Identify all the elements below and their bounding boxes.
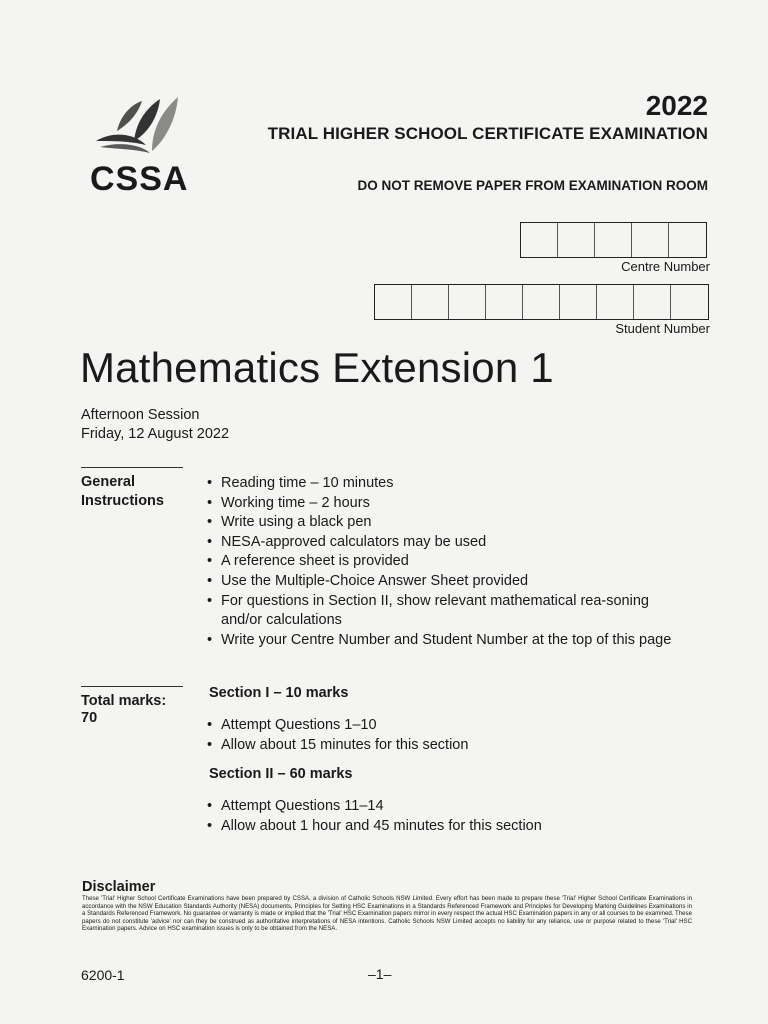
list-item: • A reference sheet is provided <box>205 552 675 572</box>
list-item: • Write using a black pen <box>205 513 675 533</box>
no-remove-notice: DO NOT REMOVE PAPER FROM EXAMINATION ROOM <box>357 178 708 193</box>
exam-year: 2022 <box>645 90 708 121</box>
centre-number-boxes[interactable] <box>520 222 707 258</box>
student-number-digit-box[interactable] <box>486 285 523 319</box>
section-2-title: Section II – 60 marks <box>209 766 353 782</box>
student-number-digit-box[interactable] <box>671 285 708 319</box>
list-item: • Attempt Questions 11–14 <box>205 796 675 816</box>
centre-number-digit-box[interactable] <box>595 223 632 257</box>
student-number-digit-box[interactable] <box>560 285 597 319</box>
list-item: • Working time – 2 hours <box>205 494 675 514</box>
list-item: • Allow about 1 hour and 45 minutes for this section <box>205 816 675 836</box>
centre-number-digit-box[interactable] <box>558 223 595 257</box>
student-number-label: Student Number <box>615 321 710 336</box>
list-item: • Use the Multiple-Choice Answer Sheet provided <box>205 572 675 592</box>
cssa-logo-text: CSSA <box>90 160 189 198</box>
list-item: • NESA-approved calculators may be used <box>205 533 675 553</box>
general-instructions-list <box>205 474 675 650</box>
section-1-list <box>205 715 675 755</box>
student-number-boxes[interactable] <box>374 284 709 320</box>
list-item: • Attempt Questions 1–10 <box>205 715 675 735</box>
total-marks-label: Total marks: <box>81 693 167 709</box>
paper-code: 6200-1 <box>81 967 125 983</box>
list-item: • For questions in Section II, show relevant mathematical rea-soning and/or calculations <box>205 592 675 631</box>
list-item: • Allow about 15 minutes for this section <box>205 735 675 755</box>
exam-date: Friday, 12 August 2022 <box>81 426 230 442</box>
student-number-digit-box[interactable] <box>375 285 412 319</box>
centre-number-digit-box[interactable] <box>632 223 669 257</box>
subject-title: Mathematics Extension 1 <box>80 344 554 391</box>
list-item: • Reading time – 10 minutes <box>205 474 675 494</box>
student-number-digit-box[interactable] <box>634 285 671 319</box>
student-number-digit-box[interactable] <box>523 285 560 319</box>
section-2-list <box>205 796 675 836</box>
section-1-title: Section I – 10 marks <box>209 685 349 701</box>
centre-number-digit-box[interactable] <box>669 223 706 257</box>
student-number-digit-box[interactable] <box>449 285 486 319</box>
general-instructions-label: General Instructions <box>81 474 164 509</box>
divider <box>81 686 183 687</box>
student-number-digit-box[interactable] <box>597 285 634 319</box>
total-marks-value: 70 <box>81 710 98 726</box>
divider <box>81 467 183 468</box>
session-text: Afternoon Session <box>81 407 200 423</box>
student-number-digit-box[interactable] <box>412 285 449 319</box>
disclaimer-title: Disclaimer <box>82 879 156 895</box>
list-item: • Write your Centre Number and Student Number at the top of this page <box>205 631 675 651</box>
exam-title: TRIAL HIGHER SCHOOL CERTIFICATE EXAMINATION <box>267 124 708 143</box>
disclaimer-text: These 'Trial' Higher School Certificate Examinations have been prepared by CSSA, a division of Catholic Schools NSW Limited. Every effort has been made to prepare these 'Trial' Higher School Certificate Examinations in accordance with the NSW Education Standards Authority (NESA) documents, Principles for Setting HSC Examinations in a Standards Referenced Framework and Principles for Developing Marking Guidelines Examinations in a Standards Referenced Framework. No guarantee or warranty is made or implied that the 'Trial' HSC Examination papers mirror in every respect the actual HSC Examination papers in any or all courses to be examined. These papers do not constitute 'advice' nor can they be construed as authoritative interpretations of NESA intentions. Catholic Schools NSW Limited accepts no liability for any reliance, use or purpose related to these 'Trial' HSC Examination papers. Advice on HSC examination issues is only to be obtained from the NESA. <box>82 895 692 933</box>
centre-number-label: Centre Number <box>621 259 710 274</box>
centre-number-digit-box[interactable] <box>521 223 558 257</box>
page-number: –1– <box>368 966 392 982</box>
